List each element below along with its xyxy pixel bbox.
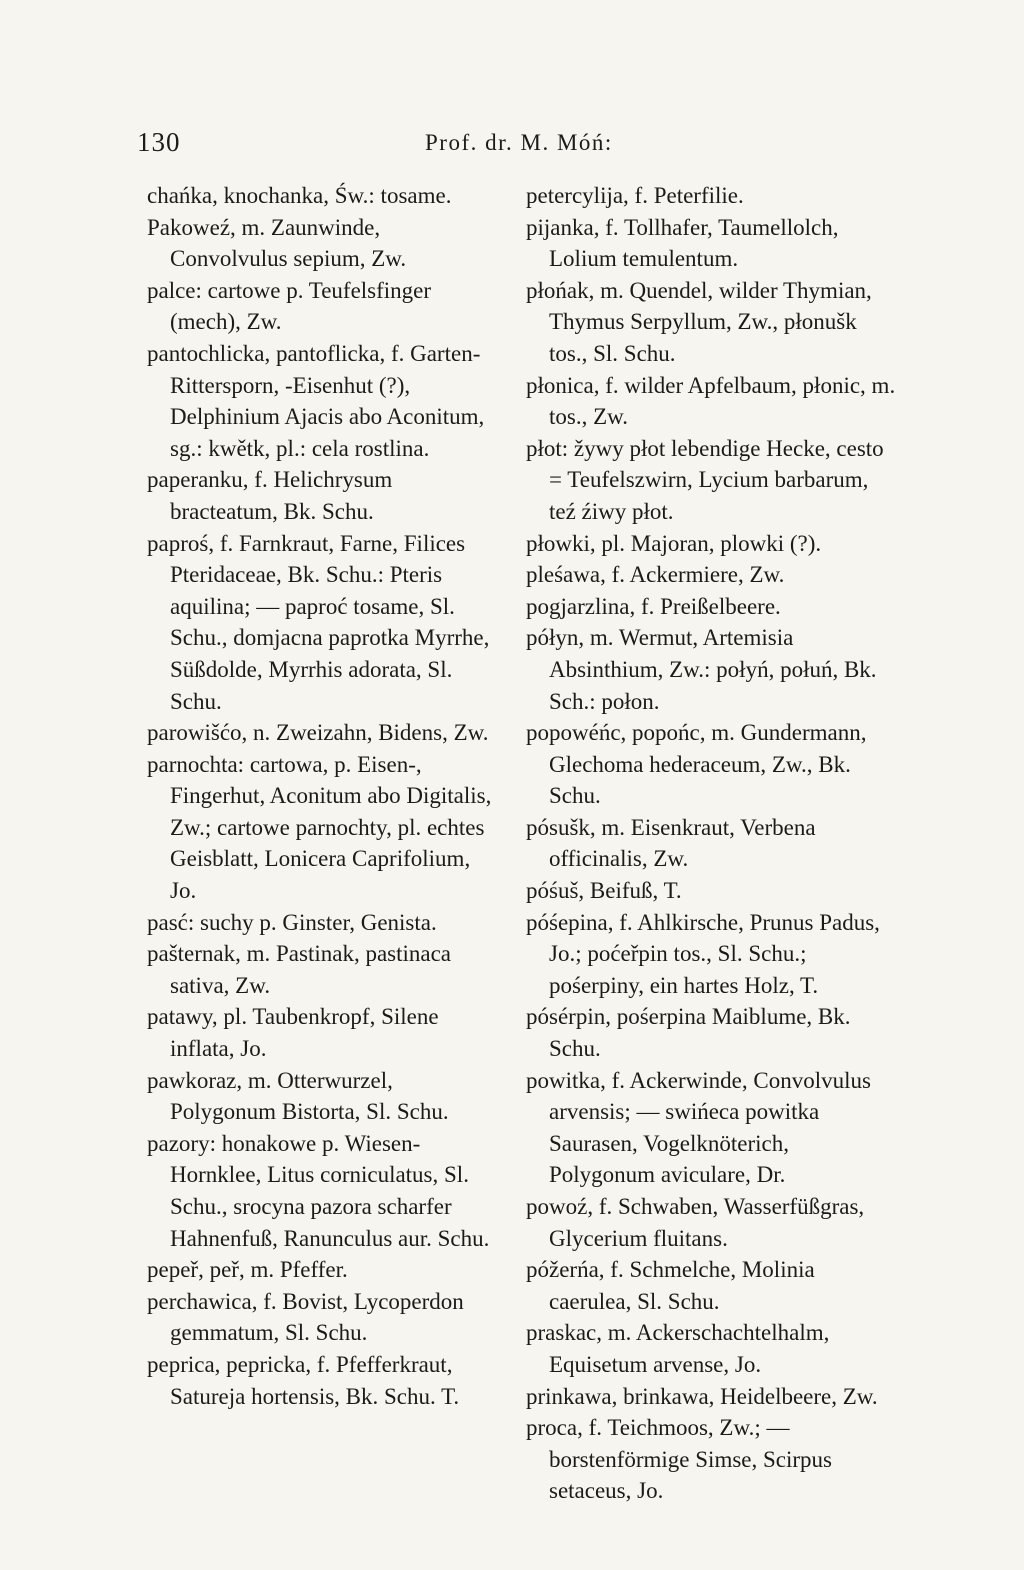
dictionary-entry [147, 338, 497, 464]
entry-text: pleśawa, f. Ackermiere, Zw. [526, 562, 785, 588]
entry-text: pijanka, f. Tollhafer, Taumellolch, Lolium temulentum. [526, 214, 845, 272]
dictionary-entry [526, 528, 896, 560]
dictionary-entry [147, 1286, 497, 1349]
entry-text: palce: cartowe p. Teufelsfinger (mech), Zw. [147, 277, 437, 335]
dictionary-entry [147, 1065, 497, 1128]
dictionary-entry [526, 559, 896, 591]
entry-text: Pakoweź, m. Zaunwinde, Convolvulus sepium, Zw. [147, 214, 407, 272]
left-column [147, 180, 497, 1412]
dictionary-entry [526, 875, 896, 907]
dictionary-entry [526, 275, 896, 370]
dictionary-entry [526, 433, 896, 528]
entry-text: peprica, pepricka, f. Pfefferkraut, Satureja hortensis, Bk. Schu. T. [147, 1351, 460, 1409]
entry-text: płowki, pl. Majoran, plowki (?). [526, 530, 822, 556]
dictionary-entry [147, 1128, 497, 1254]
entry-text: proca, f. Teichmoos, Zw.; — borstenförmige Simse, Scirpus setaceus, Jo. [526, 1415, 838, 1504]
dictionary-entry [526, 212, 896, 275]
dictionary-entry [147, 464, 497, 527]
entry-text: powoź, f. Schwaben, Wasserfüßgras, Glycerium fluitans. [526, 1194, 870, 1251]
entry-text: chańka, knochanka, Św.: tosame. [147, 183, 452, 208]
entry-text: płońak, m. Quendel, wilder Thymian, Thymus Serpyllum, Zw., płonušk tos., Sl. Schu. [526, 277, 878, 366]
dictionary-entry [526, 591, 896, 623]
entry-text: pantochlicka, pantoflicka, f. Garten-Rittersporn, -Eisenhut (?), Delphinium Ajacis abo Aconitum, sg.: kwětk, pl.: cela rostlina. [147, 340, 491, 461]
dictionary-entry [526, 1065, 896, 1191]
dictionary-entry [147, 1001, 497, 1064]
dictionary-entry [147, 275, 497, 338]
entry-text: płot: žywy płot lebendige Hecke, cesto = Teufelszwirn, Lycium barbarum, teź źiwy płot. [526, 435, 890, 524]
dictionary-entry [147, 212, 497, 275]
entry-text: perchawica, f. Bovist, Lycoperdon gemmatum, Sl. Schu. [147, 1288, 470, 1346]
dictionary-entry [147, 938, 497, 1001]
dictionary-entry [526, 622, 896, 717]
entry-text: pawkoraz, m. Otterwurzel, Polygonum Bistorta, Sl. Schu. [147, 1067, 449, 1125]
entry-text: paproś, f. Farnkraut, Farne, Filices Pteridaceae, Bk. Schu.: Pteris aquilina; — paproć tosame, Sl. Schu., domjacna paprotka Myrrhe, Süßdolde, Myrrhis adorata, Sl. Schu. [147, 530, 496, 714]
dictionary-entry [147, 749, 497, 907]
entry-text: popowéńc, popońc, m. Gundermann, Glechoma hederaceum, Zw., Bk. Schu. [526, 720, 873, 809]
entry-text: pašternak, m. Pastinak, pastinaca sativa, Zw. [147, 941, 457, 998]
dictionary-entry [147, 1349, 497, 1412]
entry-text: powitka, f. Ackerwinde, Convolvulus arvensis; — swińeca powitka Saurasen, Vogelknöterich, Polygonum aviculare, Dr. [526, 1067, 877, 1188]
running-head: Prof. dr. M. Móń: [425, 130, 613, 155]
entry-text: pogjarzlina, f. Preißelbeere. [526, 593, 781, 619]
dictionary-entry [526, 370, 901, 433]
dictionary-entry [147, 180, 497, 212]
entry-text: pósušk, m. Eisenkraut, Verbena officinalis, Zw. [526, 814, 822, 872]
dictionary-entry [526, 1191, 896, 1254]
right-column [526, 180, 901, 1507]
dictionary-entry [526, 1254, 896, 1317]
entry-text: parowišćo, n. Zweizahn, Bidens, Zw. [147, 720, 489, 746]
dictionary-entry [526, 1412, 896, 1507]
entry-text: póžerńa, f. Schmelche, Molinia caerulea, Sl. Schu. [526, 1257, 821, 1314]
dictionary-entry [526, 1381, 896, 1413]
entry-text: paperanku, f. Helichrysum bracteatum, Bk. Schu. [147, 467, 399, 524]
entry-text: pepeř, peř, m. Pfeffer. [147, 1257, 348, 1283]
entry-text: póśuš, Beifuß, T. [526, 878, 682, 904]
dictionary-entry [526, 180, 896, 212]
dictionary-entry [526, 1001, 896, 1064]
dictionary-entry [526, 907, 896, 1002]
entry-text: póśepina, f. Ahlkirsche, Prunus Padus, Jo.; poćeřpin tos., Sl. Schu.; pośerpiny, ein hartes Holz, T. [526, 909, 886, 998]
dictionary-entry [526, 1317, 896, 1380]
entry-text: petercylija, f. Peterfilie. [526, 183, 744, 208]
entry-text: prinkawa, brinkawa, Heidelbeere, Zw. [526, 1383, 878, 1409]
entry-text: parnochta: cartowa, p. Eisen-, Fingerhut, Aconitum abo Digitalis, Zw.; cartowe parnochty, pl. echtes Geisblatt, Lonicera Caprifolium, Jo. [147, 751, 498, 904]
dictionary-entry [147, 528, 497, 718]
dictionary-entry [147, 717, 497, 749]
page-number: 130 [137, 127, 181, 157]
dictionary-entry [147, 1254, 497, 1286]
entry-text: płonica, f. wilder Apfelbaum, płonic, m. tos., Zw. [526, 372, 901, 430]
entry-text: pasć: suchy p. Ginster, Genista. [147, 909, 437, 935]
entry-text: pazory: honakowe p. Wiesen-Hornklee, Litus corniculatus, Sl. Schu., srocyna pazora scharfer Hahnenfuß, Ranunculus aur. Schu. [147, 1130, 490, 1251]
entry-text: patawy, pl. Taubenkropf, Silene inflata, Jo. [147, 1004, 445, 1062]
entry-text: praskac, m. Ackerschachtelhalm, Equisetum arvense, Jo. [526, 1320, 836, 1377]
dictionary-entry [147, 907, 497, 939]
entry-text: półyn, m. Wermut, Artemisia Absinthium, Zw.: połyń, połuń, Bk. Sch.: połon. [526, 625, 883, 714]
dictionary-entry [526, 812, 896, 875]
dictionary-entry [526, 717, 896, 812]
entry-text: pósérpin, pośerpina Maiblume, Bk. Schu. [526, 1004, 857, 1062]
page-header [137, 127, 897, 167]
